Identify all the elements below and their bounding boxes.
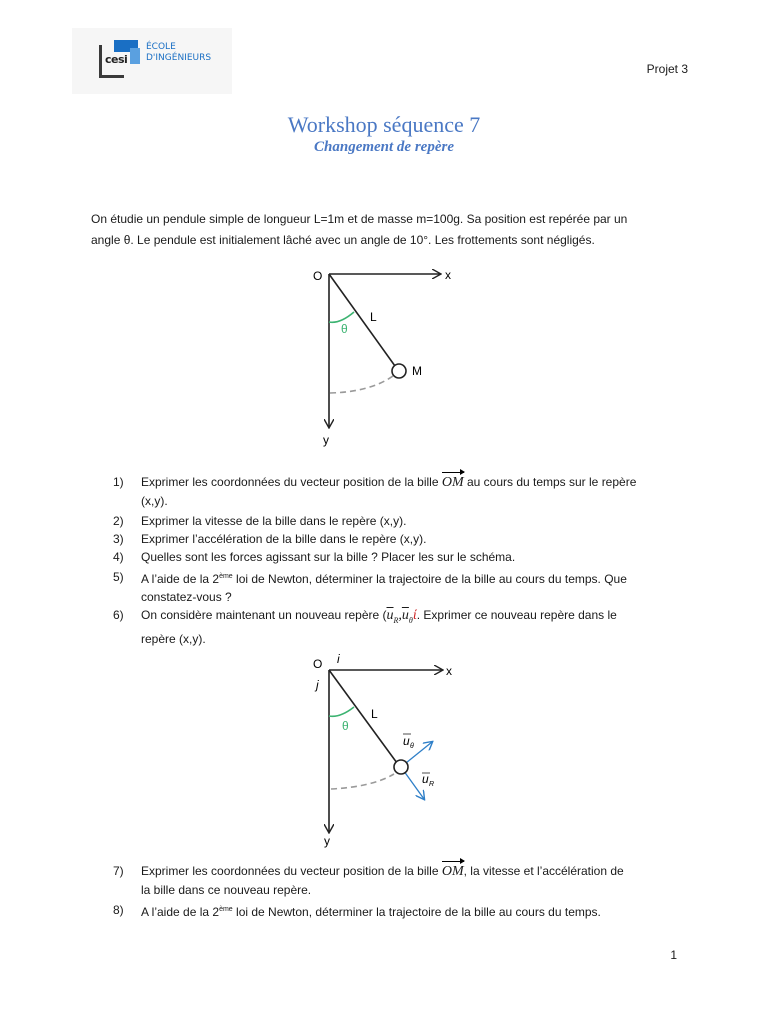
logo-school: ÉCOLE D'INGÉNIEURS (146, 42, 212, 63)
pendulum-rod (329, 274, 395, 366)
intro-paragraph (91, 209, 677, 251)
question-4: 4) Quelles sont les forces agissant sur la bille ? Placer les sur le schéma. (113, 550, 516, 564)
question-6: 6) On considère maintenant un nouveau repère ($\overline{u}_R,\overline{u}_\theta ί$. Exprimer ce nouveau repère dans le repère (x,y). (113, 608, 617, 646)
y-label: y (323, 433, 329, 447)
page-title: Workshop séquence 7 (287, 112, 481, 137)
vector-om: OM (441, 475, 464, 490)
angle-arc (329, 312, 354, 322)
vector-om-2: OM (441, 864, 464, 879)
page-subtitle: Changement de repère (314, 139, 454, 155)
y-label-2: y (324, 834, 330, 848)
u-r-label (422, 772, 434, 788)
svg-text:R: R (429, 781, 435, 788)
angle-arc-2 (329, 707, 354, 716)
page-number: 1 (670, 948, 677, 962)
length-label-2: L (371, 707, 378, 721)
u-theta-label (403, 734, 414, 750)
question-3: 3) Exprimer l’accélération de la bille dans le repère (x,y). (113, 532, 427, 546)
question-1: 1) Exprimer les coordonnées du vecteur position de la bille OM au cours du temps sur le repère (x,y). (113, 475, 637, 508)
pendulum-rod-2 (329, 670, 397, 763)
angle-label: θ (341, 322, 348, 336)
pendulum-bob (392, 364, 406, 378)
pendulum-diagram-2 (300, 646, 480, 848)
mass-label: M (412, 364, 422, 378)
unit-i-label: i (337, 652, 340, 666)
question-8: 8) A l’aide de la 2ème loi de Newton, déterminer la trajectoire de la bille au cours du temps. (113, 903, 601, 919)
unit-j-label: j (316, 678, 319, 692)
school-logo (72, 28, 232, 94)
question-7: 7) Exprimer les coordonnées du vecteur position de la bille OM, la vitesse et l’accélération de la bille dans ce nouveau repère. (113, 864, 624, 897)
pendulum-bob-2 (394, 760, 408, 774)
angle-label-2: θ (342, 719, 349, 733)
svg-text:u: u (403, 734, 410, 748)
trajectory-arc-2 (331, 774, 394, 789)
pendulum-diagram-1 (300, 262, 470, 452)
intro-line-2: angle θ. Le pendule est initialement lâché avec un angle de 10°. Les frottements sont négligés. (91, 233, 595, 247)
logo-brand: cesi (105, 53, 128, 66)
x-label: x (445, 268, 451, 282)
question-5: 5) A l’aide de la 2ème loi de Newton, déterminer la trajectoire de la bille au cours du temps. Que constatez-vous ? (113, 570, 627, 604)
intro-line-1: On étudie un pendule simple de longueur L=1m et de masse m=100g. Sa position est repérée par un (91, 212, 628, 226)
project-label: Projet 3 (646, 62, 688, 76)
svg-text:u: u (422, 772, 429, 786)
origin-label-2: O (313, 657, 323, 671)
trajectory-arc (330, 376, 393, 393)
length-label: L (370, 310, 377, 324)
question-2: 2) Exprimer la vitesse de la bille dans le repère (x,y). (113, 514, 407, 528)
x-label-2: x (446, 664, 452, 678)
origin-label: O (313, 269, 323, 283)
svg-text:θ: θ (410, 743, 414, 750)
